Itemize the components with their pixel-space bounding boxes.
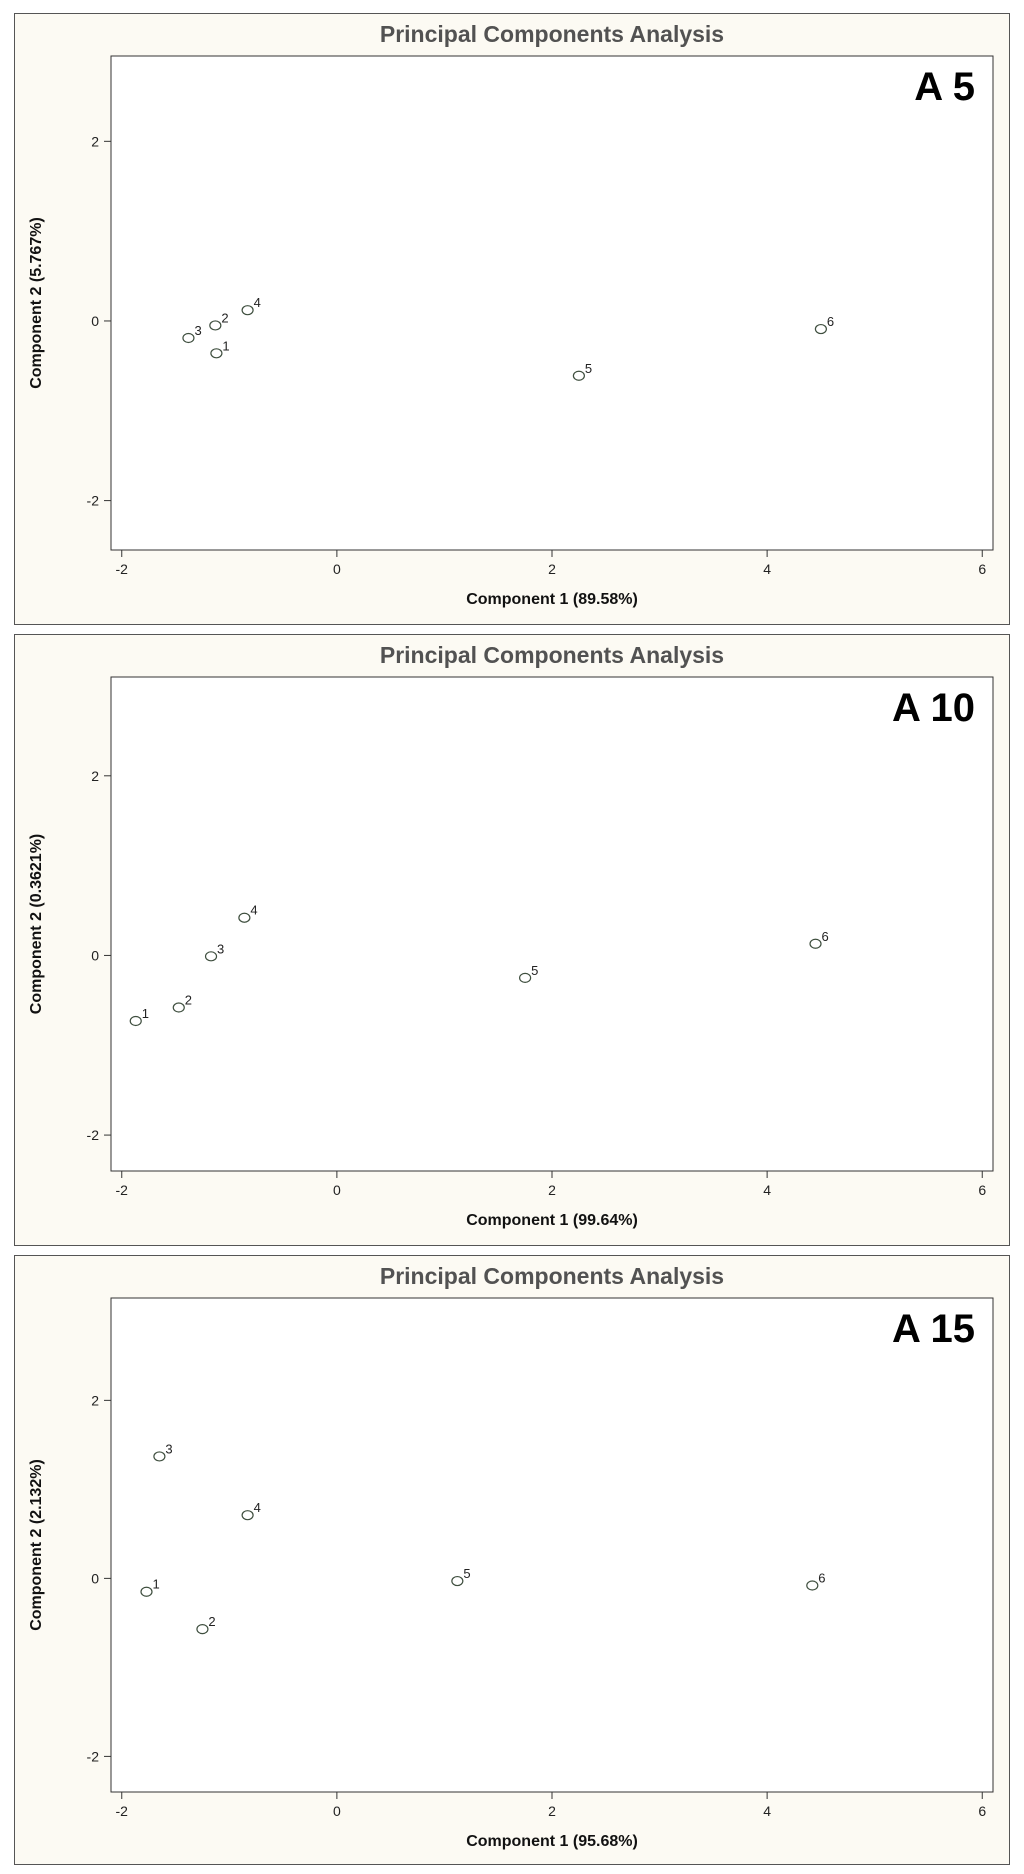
pca-panel-a10 xyxy=(14,634,1010,1246)
chart-title: Principal Components Analysis xyxy=(379,1263,725,1289)
pca-chart-a15 xyxy=(15,1256,1009,1864)
data-point-label: 6 xyxy=(821,928,829,944)
data-point-label: 2 xyxy=(208,1614,216,1630)
x-tick-label: 4 xyxy=(763,1803,772,1819)
x-tick-label: 2 xyxy=(548,1803,556,1819)
plot-area xyxy=(111,56,993,550)
data-point-label: 3 xyxy=(165,1441,173,1457)
data-point-label: 3 xyxy=(217,941,225,957)
x-tick-label: 4 xyxy=(763,1182,772,1198)
pca-chart-a5 xyxy=(15,14,1009,624)
plot-area xyxy=(111,1298,993,1792)
y-tick-label: 0 xyxy=(91,312,99,329)
data-point-label: 5 xyxy=(531,962,539,978)
y-axis-label: Component 2 (5.767%) xyxy=(28,217,45,389)
y-tick-label: -2 xyxy=(86,1748,99,1765)
data-point-label: 6 xyxy=(818,1570,826,1586)
chart-title: Principal Components Analysis xyxy=(379,21,725,47)
data-point-label: 4 xyxy=(253,295,261,311)
x-tick-label: -2 xyxy=(115,1182,128,1198)
panel-label: A 15 xyxy=(891,1307,975,1351)
data-point-label: 4 xyxy=(253,1500,261,1516)
x-tick-label: -2 xyxy=(115,1803,128,1819)
y-tick-label: -2 xyxy=(86,492,99,509)
x-tick-label: 4 xyxy=(763,561,772,577)
y-tick-label: 0 xyxy=(91,1570,99,1587)
x-tick-label: 2 xyxy=(548,561,556,577)
panel-label: A 5 xyxy=(914,65,975,109)
data-point-label: 2 xyxy=(184,992,192,1008)
y-axis-label: Component 2 (0.3621%) xyxy=(28,833,45,1015)
pca-panel-a15 xyxy=(14,1255,1010,1865)
x-tick-label: 6 xyxy=(978,561,987,577)
x-axis-label: Component 1 (99.64%) xyxy=(466,1212,638,1229)
data-point-label: 6 xyxy=(826,314,835,330)
pca-chart-a10 xyxy=(15,635,1009,1245)
y-tick-label: 2 xyxy=(91,767,99,784)
x-tick-label: 0 xyxy=(332,1182,341,1198)
x-tick-label: 6 xyxy=(978,1803,987,1819)
data-point-label: 5 xyxy=(584,360,593,376)
x-tick-label: 6 xyxy=(978,1182,987,1198)
plot-area xyxy=(111,677,993,1171)
x-tick-label: 0 xyxy=(332,561,341,577)
pca-panel-a5 xyxy=(14,13,1010,625)
data-point-label: 1 xyxy=(222,338,230,354)
panel-label: A 10 xyxy=(891,686,975,730)
y-tick-label: 0 xyxy=(91,947,99,964)
y-axis-label: Component 2 (2.132%) xyxy=(28,1459,45,1631)
x-axis-label: Component 1 (95.68%) xyxy=(466,1833,638,1850)
data-point-label: 4 xyxy=(250,902,258,918)
y-tick-label: -2 xyxy=(86,1127,99,1144)
chart-title: Principal Components Analysis xyxy=(379,642,725,668)
data-point-label: 1 xyxy=(141,1006,149,1022)
y-tick-label: 2 xyxy=(91,133,99,150)
x-tick-label: -2 xyxy=(115,561,128,577)
x-tick-label: 0 xyxy=(332,1803,341,1819)
y-tick-label: 2 xyxy=(91,1392,99,1409)
data-point-label: 3 xyxy=(194,323,202,339)
data-point-label: 1 xyxy=(152,1576,160,1592)
data-point-label: 5 xyxy=(463,1566,471,1582)
data-point-label: 2 xyxy=(221,310,229,326)
x-axis-label: Component 1 (89.58%) xyxy=(466,591,638,608)
x-tick-label: 2 xyxy=(548,1182,556,1198)
